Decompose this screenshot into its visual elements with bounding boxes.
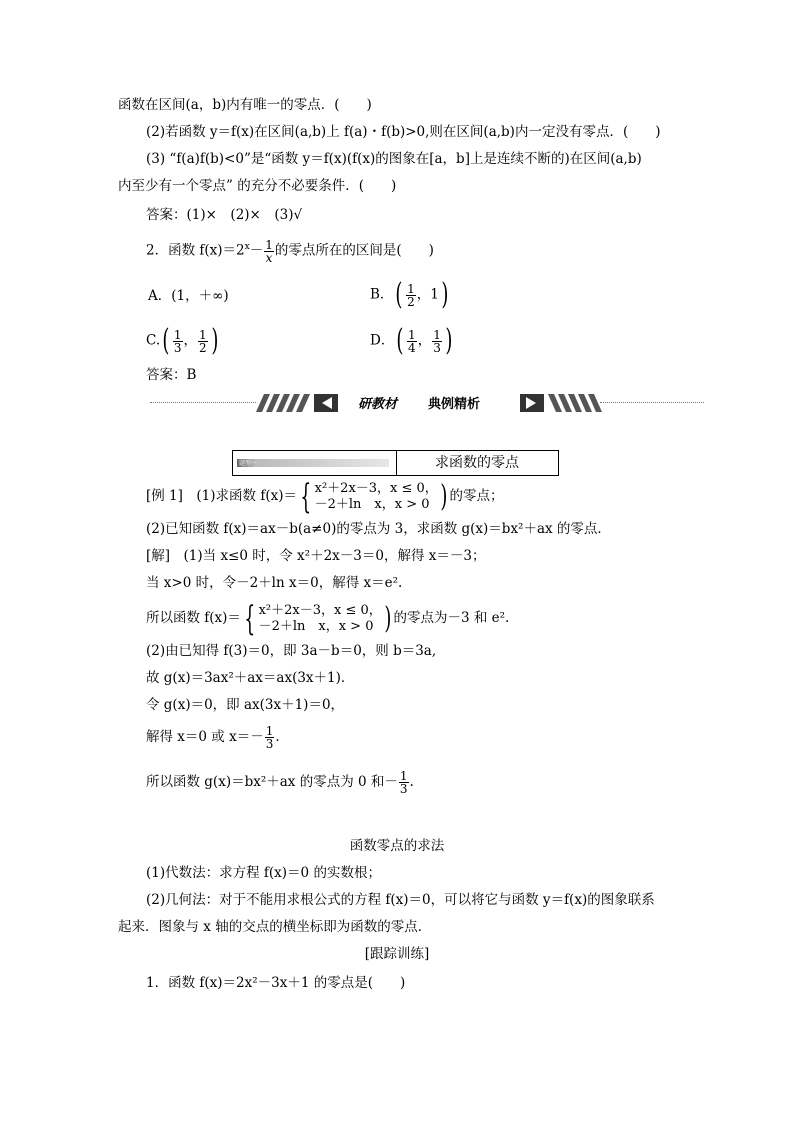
optD-label: D． <box>370 332 395 349</box>
topic-tag-title: 求函数的零点 <box>435 455 519 471</box>
optD-num2: 1 <box>433 327 441 342</box>
optB-rest: ，1 <box>416 286 439 303</box>
optD-frac2 <box>432 329 442 354</box>
ex1-s7-den: 3 <box>265 737 274 751</box>
optD-den2: 3 <box>433 340 441 355</box>
q1-answer: 答案：(1)× (2)× (3)√ <box>146 207 303 223</box>
ex1-p1-post: 的零点； <box>449 488 504 504</box>
topic-tag-strip-label: 题型一 <box>239 460 258 467</box>
ex1-sol-5: 故 g(x)＝3ax²＋ax＝ax(3x＋1)． <box>146 670 355 686</box>
ex1-s7-num: 1 <box>265 724 274 738</box>
ex1-sol-2: 当 x>0 时，令－2＋ln x＝0，解得 x＝e². <box>146 575 403 591</box>
ex1-rparen: ) <box>440 478 448 514</box>
q1-line-b: (2)若函数 y＝f(x)在区间(a,b)上 f(a)・f(b)>0,则在区间(a,b)内一定没有零点．( ) <box>146 124 661 140</box>
ex1-part2: (2)已知函数 f(x)＝ax－b(a≠0)的零点为 3，求函数 g(x)＝bx²＋ax 的零点． <box>146 521 611 537</box>
optD-sep: ， <box>417 332 432 349</box>
q2-stem <box>146 238 434 264</box>
ex1-p1-pre: [例 1] (1)求函数 f(x)＝ <box>146 488 297 504</box>
banner-word2: 典例精析 <box>428 397 481 412</box>
q2-option-d <box>370 323 455 358</box>
optB-rparen: ) <box>441 277 449 312</box>
ex1-s8-frac <box>399 770 409 795</box>
optD-rparen: ) <box>445 323 453 358</box>
optC-num1: 1 <box>173 327 182 342</box>
optB-label: B． <box>370 286 394 303</box>
ex1-s8-post: . <box>409 774 414 790</box>
ex1-case1: x²＋2x－3，x ≤ 0， <box>314 480 438 496</box>
method-line-2: (2)几何法：对于不能用求根公式的方程 f(x)＝0，可以将它与函数 y＝f(x)的图象联系 <box>146 892 655 908</box>
optC-den2: 2 <box>199 340 207 355</box>
ex1-sol-8 <box>146 770 414 795</box>
method-title: 函数零点的求法 <box>349 838 445 854</box>
q2-stem-fraction <box>264 239 274 264</box>
optB-lparen: ( <box>395 277 403 312</box>
ex1-sol-4: (2)由已知得 f(3)＝0，即 3a－b＝0，则 b＝3a, <box>146 643 437 659</box>
optB-den: 2 <box>407 294 415 309</box>
ex1-s3-brace: { <box>244 598 256 639</box>
optC-frac2 <box>198 329 208 354</box>
ex1-s3-case2: －2＋ln x，x > 0 <box>258 618 374 634</box>
ex1-s3-post: 的零点为－3 和 e². <box>393 610 510 626</box>
banner-right-dots <box>600 402 704 403</box>
ex1-s3-case1: x²＋2x－3，x ≤ 0， <box>258 602 382 618</box>
ex1-s7-post: . <box>275 729 280 745</box>
q1-line-d: 内至少有一个零点” 的充分不必要条件．( ) <box>118 178 397 194</box>
q2-answer: 答案：B <box>146 367 197 383</box>
optD-lparen: ( <box>396 323 404 358</box>
optD-frac1 <box>407 329 417 354</box>
banner-left-dots <box>150 402 256 403</box>
optC-rparen: ) <box>210 323 219 358</box>
q2-stem-minus: － <box>249 242 264 259</box>
topic-tag-left <box>233 451 397 475</box>
ex1-part1 <box>146 476 504 517</box>
q2-option-b <box>370 277 451 312</box>
practice-title: [跟踪训练] <box>364 946 430 962</box>
optC-sep: ， <box>183 332 197 349</box>
optB-frac <box>406 283 416 308</box>
section-banner <box>256 392 602 414</box>
q1-line-c: (3) “f(a)f(b)<0”是“函数 y＝f(x)(f(x)的图象在[a，b]上是连续不断的)在区间(a,b) <box>146 151 642 167</box>
practice-q1: 1．函数 f(x)＝2x²－3x＋1 的零点是( ) <box>146 975 406 991</box>
ex1-cases <box>315 481 438 513</box>
ex1-case2: －2＋ln x，x > 0 <box>314 496 430 512</box>
q2-stem-pre: 2．函数 f(x)＝2 <box>146 242 245 259</box>
ex1-s8-pre: 所以函数 g(x)＝bx²＋ax 的零点为 0 和－ <box>146 774 398 790</box>
method-line-3: 起来．图象与 x 轴的交点的横坐标即为函数的零点． <box>118 919 432 935</box>
optC-frac1 <box>173 329 183 354</box>
topic-tag-box <box>232 450 559 476</box>
q2-stem-post: 的零点所在的区间是( ) <box>274 242 434 259</box>
ex1-sol-6: 令 g(x)＝0，即 ax(3x＋1)＝0， <box>146 697 345 713</box>
banner-left-stripes <box>256 394 310 412</box>
banner-word1: 研教材 <box>358 397 398 412</box>
q2-option-a: A．(1，＋∞) <box>148 288 229 304</box>
q1-line-a: 函数在区间(a，b)内有唯一的零点．( ) <box>118 97 372 113</box>
optD-den1: 4 <box>408 340 416 355</box>
optD-num1: 1 <box>408 327 416 342</box>
optC-lparen: ( <box>162 323 170 358</box>
ex1-s7-pre: 解得 x＝0 或 x＝－ <box>146 729 264 745</box>
q2-frac-den: x <box>265 250 273 265</box>
optC-den1: 3 <box>173 340 182 355</box>
q2-stem-sup: x <box>244 242 250 252</box>
ex1-s3-pre: 所以函数 f(x)＝ <box>146 610 241 626</box>
ex1-s3-rparen: ) <box>384 600 392 636</box>
ex1-s3-cases <box>259 603 382 635</box>
optB-num: 1 <box>407 281 415 296</box>
ex1-brace: { <box>300 476 312 517</box>
ex1-s8-den: 3 <box>399 782 408 796</box>
optC-num2: 1 <box>199 327 207 342</box>
optC-label: C. <box>146 332 161 349</box>
ex1-s8-num: 1 <box>399 769 408 783</box>
method-line-1: (1)代数法：求方程 f(x)＝0 的实数根； <box>146 865 381 881</box>
q2-frac-num: 1 <box>265 237 273 252</box>
q2-option-c <box>146 323 220 358</box>
ex1-sol-3 <box>146 598 510 639</box>
ex1-sol-7 <box>146 725 280 750</box>
ex1-s7-frac <box>265 725 275 750</box>
topic-tag-strip <box>237 459 389 467</box>
ex1-sol-1: [解] (1)当 x≤0 时，令 x²＋2x－3＝0，解得 x＝－3； <box>146 548 486 564</box>
banner-right-stripes <box>548 394 602 412</box>
